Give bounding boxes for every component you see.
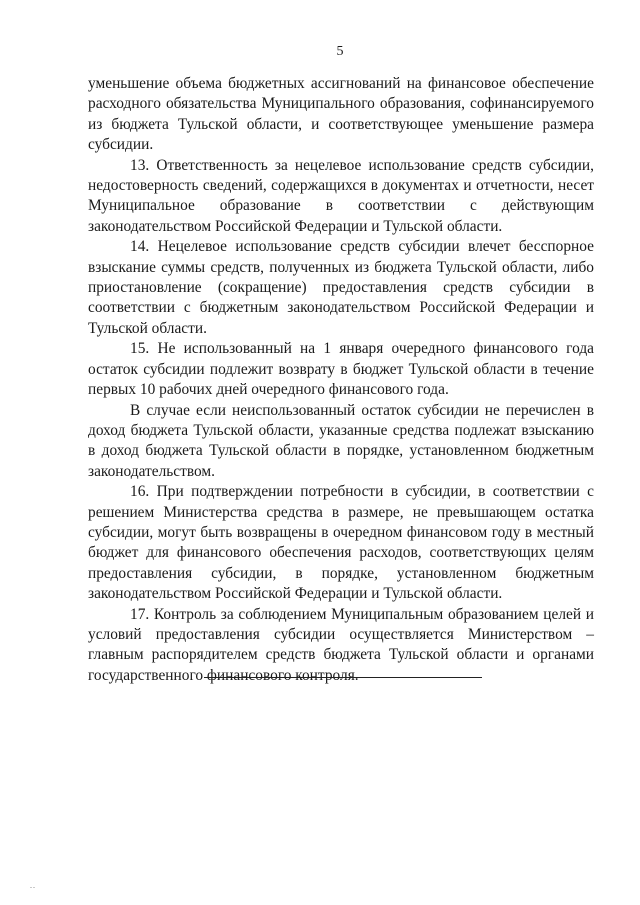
paragraph-15: 15. Не использованный на 1 января очередного финансового года остаток субсидии подлежит возврату в бюджет Тульской области в течение первых 10 рабочих дней очередного финансового года. [88, 340, 594, 399]
paragraph-continuation: уменьшение объема бюджетных ассигнований на финансовое обеспечение расходного обязательства Муниципального образования, софинансируемого из бюджета Тульской области, и соответствующее уменьшение размера субсидии. [88, 75, 594, 154]
paragraph-16: 16. При подтверждении потребности в субсидии, в соответствии с решением Министерства средства в размере, не превышающем остатка субсидии, могут быть возвращены в очередном финансовом году в местный бюджет для финансового обеспечения расходов, соответствующих целям предоставления субсидии, в порядке, установленном бюджетным законодательством Российской Федерации и Тульской области. [88, 483, 594, 603]
corner-mark: .. [30, 881, 36, 890]
paragraph-13: 13. Ответственность за нецелевое использование средств субсидии, недостоверность сведений, содержащихся в документах и отчетности, несет Муниципальное образование в соответствии с действующим законодательством Российской Федерации и Тульской области. [88, 156, 594, 235]
paragraph-15-continued: В случае если неиспользованный остаток субсидии не перечислен в доход бюджета Тульской области, указанные средства подлежат взысканию в доход бюджета Тульской области в порядке, установленном бюджетным законодательством. [88, 401, 594, 480]
page-number: 5 [336, 44, 344, 59]
paragraph-17: 17. Контроль за соблюдением Муниципальным образованием целей и условий предоставления субсидии осуществляется Министерством – главным распорядителем средств бюджета Тульской области и органами государственного финансового контроля. [88, 605, 594, 684]
document-body [88, 74, 594, 686]
end-divider-line [204, 677, 482, 678]
paragraph-14: 14. Нецелевое использование средств субсидии влечет бесспорное взыскание суммы средств, полученных из бюджета Тульской области, либо приостановление (сокращение) предоставления средств субсидии в соответствии с бюджетным законодательством Российской Федерации и Тульской области. [88, 238, 594, 337]
